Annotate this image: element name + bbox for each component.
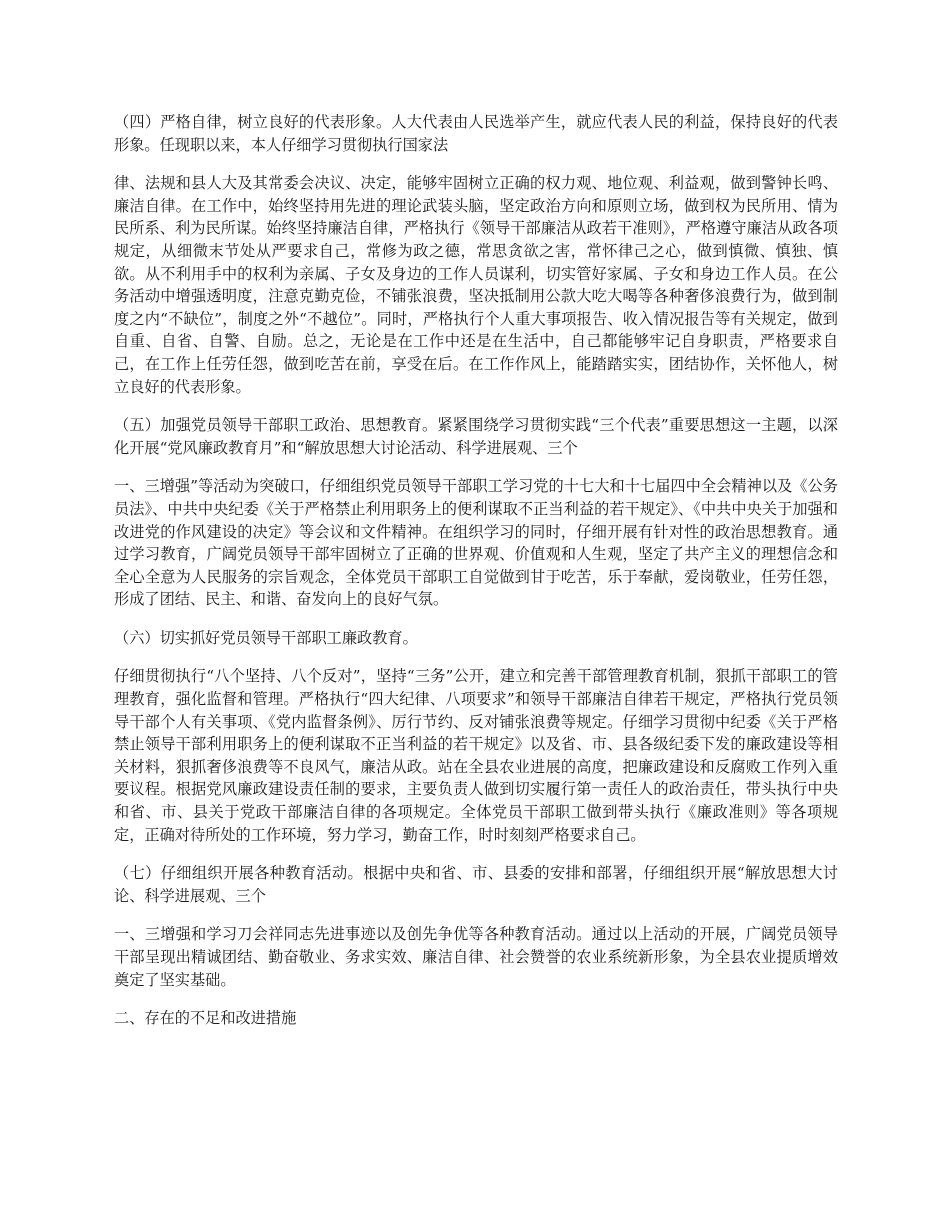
paragraph-section-6-heading: （六）切实抓好党员领导干部职工廉政教育。 [114, 628, 418, 647]
paragraph-section-4-body: 律、法规和县人大及其常委会决议、决定，能够牢固树立正确的权力观、地位观、利益观，做到警钟长鸣、廉洁自律。在工作中，始终坚持用先进的理论武装头脑，坚定政治方向和原则立场，做到权为民所用、情为民所系、利为民所谋。始终坚持廉洁自律，严格执行《领导干部廉洁从政若干准则》，严格遵守廉洁从政各项规定，从细微末节处从严要求自己，常修为政之德，常思贪欲之害，常怀律己之心，做到慎微、慎独、慎欲。从不利用手中的权利为亲属、子女及身边的工作人员谋利，切实管好家属、子女和身边工作人员。在公务活动中增强透明度，注意克勤克俭，不铺张浪费，坚决抵制用公款大吃大喝等各种奢侈浪费行为，做到制度之内“不缺位”，制度之外“不越位”。同时，严格执行个人重大事项报告、收入情况报告等有关规定，做到自重、自省、自警、自励。总之，无论是在工作中还是在生活中，自己都能够牢记自身职责，严格要求自己，在工作上任劳任怨，做到吃苦在前，享受在后。在工作作风上，能踏踏实实，团结协作，关怀他人，树立良好的代表形象。 [114, 174, 838, 396]
document-body [114, 111, 838, 1046]
paragraph-section-7-intro: （七）仔细组织开展各种教育活动。根据中央和省、市、县委的安排和部署，仔细组织开展“解放思想大讨论、科学进展观、三个 [114, 864, 838, 905]
paragraph-section-5-intro: （五）加强党员领导干部职工政治、思想教育。紧紧围绕学习贯彻实践“三个代表”重要思想这一主题，以深化开展“党风廉政教育月”和“解放思想大讨论活动、科学进展观、三个 [114, 416, 838, 457]
paragraph-section-5-body: 一、三增强”等活动为突破口，仔细组织党员领导干部职工学习党的十七大和十七届四中全会精神以及《公务员法》、中共中央纪委《关于严格禁止利用职务上的便利谋取不正当利益的若干规定》、《中共中央关于加强和改进党的作风建设的决定》等会议和文件精神。在组织学习的同时，仔细开展有针对性的政治思想教育。通过学习教育，广阔党员领导干部牢固树立了正确的世界观、价值观和人生观，坚定了共产主义的理想信念和全心全意为人民服务的宗旨观念，全体党员干部职工自觉做到甘于吃苦，乐于奉献，爱岗敬业，任劳任怨，形成了团结、民主、和谐、奋发向上的良好气氛。 [114, 477, 838, 609]
paragraph-section-6-body: 仔细贯彻执行“八个坚持、八个反对”，坚持“三务”公开，建立和完善干部管理教育机制，狠抓干部职工的管理教育，强化监督和管理。严格执行“四大纪律、八项要求”和领导干部廉洁自律若干规定，严格执行党员领导干部个人有关事项、《党内监督条例》、厉行节约、反对铺张浪费等规定。仔细学习贯彻中纪委《关于严格禁止领导干部利用职务上的便利谋取不正当利益的若干规定》以及省、市、县各级纪委下发的廉政建设等相关材料，狠抓奢侈浪费等不良风气，廉洁从政。站在全县农业进展的高度，把廉政建设和反腐败工作列入重要议程。根据党风廉政建设责任制的要求，主要负责人做到切实履行第一责任人的政治责任，带头执行中央和省、市、县关于党政干部廉洁自律的各项规定。全体党员干部职工做到带头执行《廉政准则》等各项规定，正确对待所处的工作环境，努力学习，勤奋工作，时时刻刻严格要求自己。 [114, 667, 838, 844]
section-heading-shortcomings: 二、存在的不足和改进措施 [114, 1009, 297, 1028]
paragraph-section-7-body: 一、三增强和学习刀会祥同志先进事迹以及创先争优等各种教育活动。通过以上活动的开展，广阔党员领导干部呈现出精诚团结、勤奋敬业、务求实效、廉洁自律、社会赞誉的农业系统新形象，为全县农业提质增效奠定了坚实基础。 [114, 925, 838, 989]
paragraph-section-4-intro: （四）严格自律，树立良好的代表形象。人大代表由人民选举产生，就应代表人民的利益，保持良好的代表形象。任现职以来，本人仔细学习贯彻执行国家法 [114, 113, 838, 154]
